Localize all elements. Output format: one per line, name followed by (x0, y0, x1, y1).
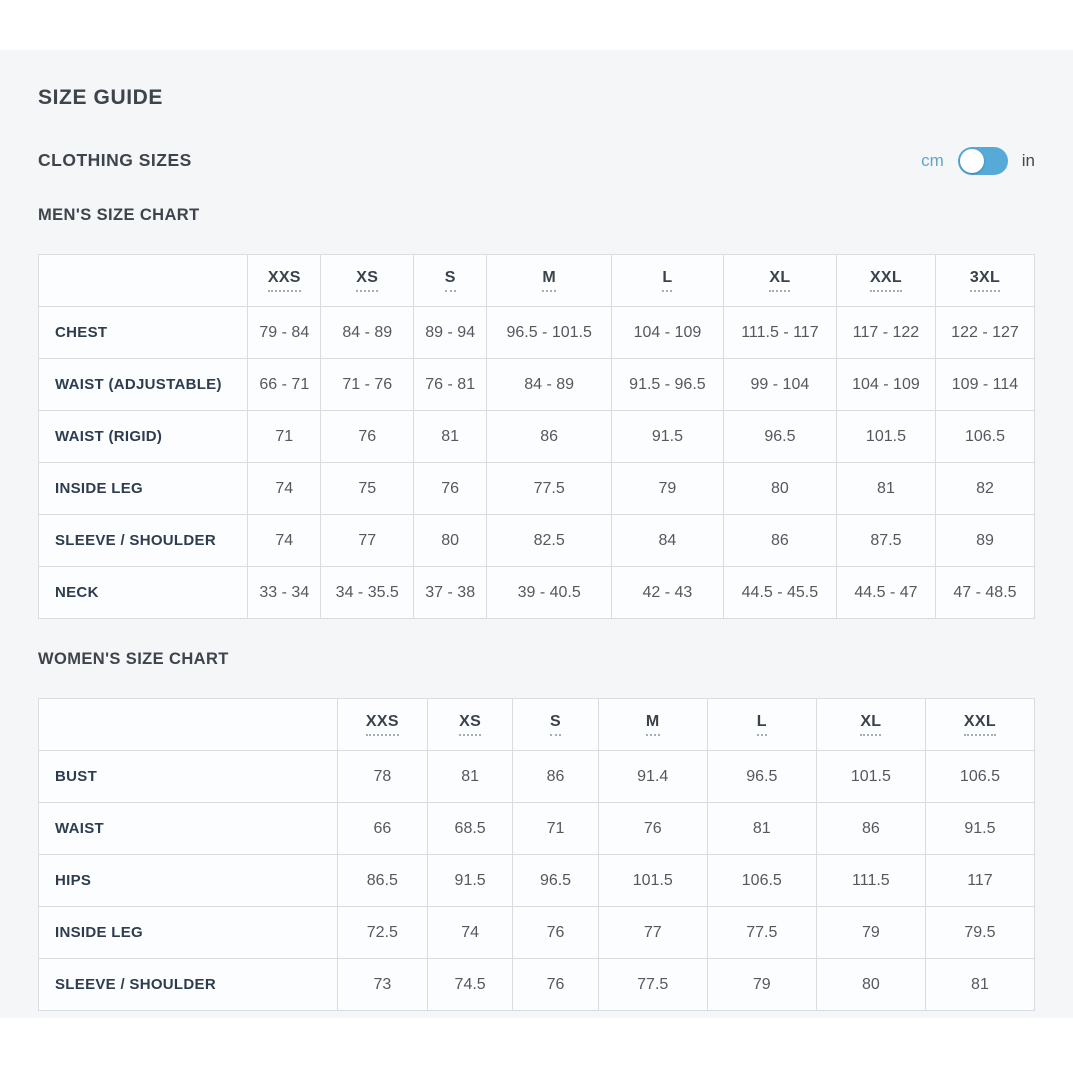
size-value-cell: 79 (816, 907, 925, 959)
size-value-cell: 42 - 43 (612, 567, 724, 619)
size-column-header (598, 699, 707, 751)
size-value-cell: 77.5 (487, 463, 612, 515)
size-value-cell: 122 - 127 (935, 307, 1034, 359)
table-row (39, 567, 1035, 619)
womens-table-body (39, 751, 1035, 1011)
size-column-header (513, 699, 598, 751)
row-label: CHEST (39, 307, 248, 359)
mens-chart-title: MEN'S SIZE CHART (38, 206, 200, 225)
table-row (39, 751, 1035, 803)
size-value-cell: 77 (598, 907, 707, 959)
size-value-cell: 33 - 34 (248, 567, 321, 619)
size-value-cell: 106.5 (925, 751, 1034, 803)
size-value-cell: 75 (321, 463, 414, 515)
womens-header-row (39, 699, 1035, 751)
size-label[interactable]: XXL (964, 713, 996, 736)
size-value-cell: 76 (414, 463, 487, 515)
size-value-cell: 77.5 (707, 907, 816, 959)
size-label[interactable]: XL (860, 713, 881, 736)
size-value-cell: 47 - 48.5 (935, 567, 1034, 619)
size-value-cell: 111.5 - 117 (723, 307, 836, 359)
row-label: INSIDE LEG (39, 463, 248, 515)
mens-header-row (39, 255, 1035, 307)
size-value-cell: 79 (612, 463, 724, 515)
size-label[interactable]: XS (459, 713, 481, 736)
corner-cell (39, 699, 338, 751)
size-column-header (321, 255, 414, 307)
corner-cell (39, 255, 248, 307)
size-value-cell: 39 - 40.5 (487, 567, 612, 619)
size-value-cell: 79.5 (925, 907, 1034, 959)
size-value-cell: 86 (487, 411, 612, 463)
size-value-cell: 117 (925, 855, 1034, 907)
size-column-header (816, 699, 925, 751)
size-label[interactable]: XXS (268, 269, 301, 292)
size-value-cell: 99 - 104 (723, 359, 836, 411)
size-column-header (414, 255, 487, 307)
clothing-sizes-header-row (38, 147, 1035, 175)
size-value-cell: 109 - 114 (935, 359, 1034, 411)
size-value-cell: 74 (248, 515, 321, 567)
size-value-cell: 71 (248, 411, 321, 463)
size-value-cell: 101.5 (598, 855, 707, 907)
size-value-cell: 66 - 71 (248, 359, 321, 411)
size-value-cell: 96.5 (513, 855, 598, 907)
size-value-cell: 44.5 - 45.5 (723, 567, 836, 619)
size-value-cell: 89 - 94 (414, 307, 487, 359)
size-value-cell: 81 (925, 959, 1034, 1011)
size-value-cell: 104 - 109 (612, 307, 724, 359)
size-value-cell: 101.5 (816, 751, 925, 803)
size-column-header (612, 255, 724, 307)
in-unit-label[interactable]: in (1021, 151, 1035, 171)
row-label: BUST (39, 751, 338, 803)
unit-toggle-switch[interactable] (958, 147, 1008, 175)
row-label: HIPS (39, 855, 338, 907)
size-value-cell: 89 (935, 515, 1034, 567)
row-label: INSIDE LEG (39, 907, 338, 959)
table-row (39, 411, 1035, 463)
table-row (39, 855, 1035, 907)
size-value-cell: 86.5 (337, 855, 427, 907)
mens-size-table (38, 254, 1035, 619)
size-value-cell: 91.4 (598, 751, 707, 803)
size-label[interactable]: S (550, 713, 561, 736)
size-value-cell: 91.5 (427, 855, 512, 907)
size-value-cell: 74 (248, 463, 321, 515)
size-value-cell: 80 (723, 463, 836, 515)
size-value-cell: 111.5 (816, 855, 925, 907)
size-value-cell: 79 (707, 959, 816, 1011)
size-value-cell: 68.5 (427, 803, 512, 855)
unit-toggle (921, 147, 1035, 175)
size-guide-panel (0, 50, 1073, 1018)
size-value-cell: 71 - 76 (321, 359, 414, 411)
row-label: WAIST (ADJUSTABLE) (39, 359, 248, 411)
size-label[interactable]: S (445, 269, 456, 292)
size-column-header (487, 255, 612, 307)
size-value-cell: 96.5 (723, 411, 836, 463)
row-label: WAIST (39, 803, 338, 855)
size-value-cell: 76 (513, 907, 598, 959)
size-column-header (925, 699, 1034, 751)
size-value-cell: 76 (321, 411, 414, 463)
size-value-cell: 71 (513, 803, 598, 855)
size-value-cell: 77 (321, 515, 414, 567)
cm-unit-label[interactable]: cm (921, 151, 944, 171)
size-value-cell: 106.5 (707, 855, 816, 907)
table-row (39, 959, 1035, 1011)
size-value-cell: 91.5 - 96.5 (612, 359, 724, 411)
mens-table-body (39, 307, 1035, 619)
size-label[interactable]: M (542, 269, 556, 292)
size-value-cell: 80 (816, 959, 925, 1011)
size-value-cell: 77.5 (598, 959, 707, 1011)
size-value-cell: 34 - 35.5 (321, 567, 414, 619)
size-label[interactable]: L (662, 269, 672, 292)
size-value-cell: 84 - 89 (321, 307, 414, 359)
toggle-knob (960, 149, 984, 173)
size-value-cell: 91.5 (925, 803, 1034, 855)
size-label[interactable]: 3XL (970, 269, 1000, 292)
size-column-header (723, 255, 836, 307)
size-value-cell: 78 (337, 751, 427, 803)
size-value-cell: 66 (337, 803, 427, 855)
table-row (39, 463, 1035, 515)
size-value-cell: 76 (598, 803, 707, 855)
size-value-cell: 101.5 (836, 411, 935, 463)
size-column-header (427, 699, 512, 751)
size-column-header (836, 255, 935, 307)
size-label[interactable]: XXS (366, 713, 399, 736)
row-label: SLEEVE / SHOULDER (39, 515, 248, 567)
size-value-cell: 91.5 (612, 411, 724, 463)
size-value-cell: 74.5 (427, 959, 512, 1011)
size-value-cell: 37 - 38 (414, 567, 487, 619)
size-value-cell: 84 - 89 (487, 359, 612, 411)
size-value-cell: 81 (414, 411, 487, 463)
table-row (39, 307, 1035, 359)
womens-size-table (38, 698, 1035, 1011)
row-label: NECK (39, 567, 248, 619)
size-value-cell: 72.5 (337, 907, 427, 959)
size-value-cell: 74 (427, 907, 512, 959)
size-value-cell: 86 (513, 751, 598, 803)
size-label[interactable]: M (646, 713, 660, 736)
size-value-cell: 117 - 122 (836, 307, 935, 359)
size-value-cell: 76 (513, 959, 598, 1011)
size-value-cell: 84 (612, 515, 724, 567)
size-value-cell: 86 (816, 803, 925, 855)
size-value-cell: 86 (723, 515, 836, 567)
size-value-cell: 81 (836, 463, 935, 515)
page-title: SIZE GUIDE (38, 86, 164, 109)
table-row (39, 907, 1035, 959)
size-value-cell: 79 - 84 (248, 307, 321, 359)
size-value-cell: 81 (707, 803, 816, 855)
size-value-cell: 82.5 (487, 515, 612, 567)
size-label[interactable]: L (757, 713, 767, 736)
size-label[interactable]: XXL (870, 269, 902, 292)
size-value-cell: 106.5 (935, 411, 1034, 463)
womens-chart-title: WOMEN'S SIZE CHART (38, 650, 229, 669)
size-value-cell: 81 (427, 751, 512, 803)
size-label[interactable]: XS (356, 269, 378, 292)
table-row (39, 359, 1035, 411)
size-label[interactable]: XL (769, 269, 790, 292)
table-row (39, 803, 1035, 855)
row-label: WAIST (RIGID) (39, 411, 248, 463)
size-column-header (935, 255, 1034, 307)
size-column-header (337, 699, 427, 751)
size-value-cell: 96.5 (707, 751, 816, 803)
row-label: SLEEVE / SHOULDER (39, 959, 338, 1011)
size-value-cell: 87.5 (836, 515, 935, 567)
size-value-cell: 96.5 - 101.5 (487, 307, 612, 359)
size-value-cell: 82 (935, 463, 1034, 515)
table-row (39, 515, 1035, 567)
size-value-cell: 104 - 109 (836, 359, 935, 411)
section-title: CLOTHING SIZES (38, 150, 192, 171)
size-value-cell: 44.5 - 47 (836, 567, 935, 619)
size-value-cell: 73 (337, 959, 427, 1011)
size-column-header (248, 255, 321, 307)
size-value-cell: 80 (414, 515, 487, 567)
size-value-cell: 76 - 81 (414, 359, 487, 411)
size-column-header (707, 699, 816, 751)
